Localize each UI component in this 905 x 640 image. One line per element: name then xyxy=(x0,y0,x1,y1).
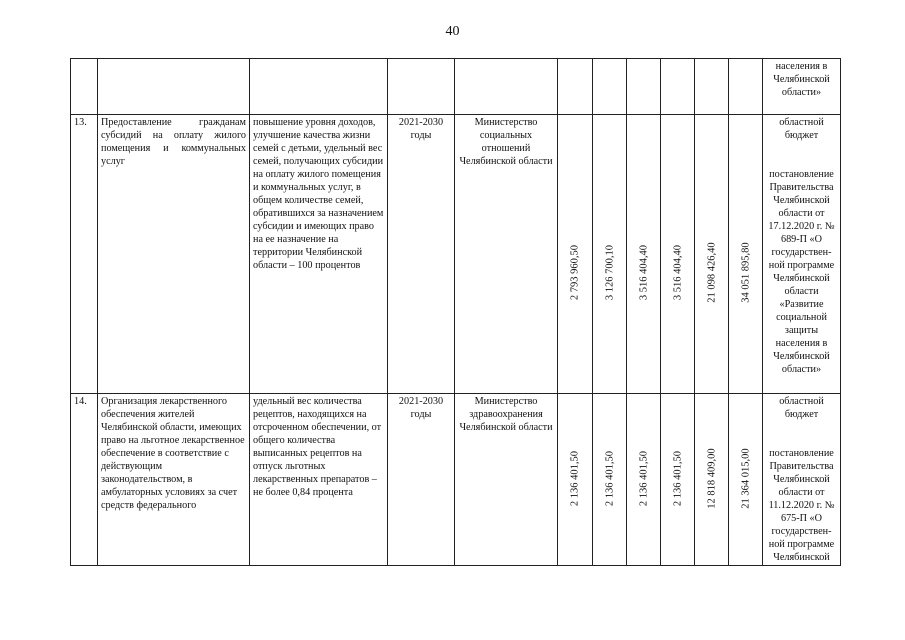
cell-period: 2021-2030 годы xyxy=(388,115,455,394)
value-text: 3 516 404,40 xyxy=(638,244,649,301)
cell-empty xyxy=(250,59,388,115)
cell-empty xyxy=(98,59,250,115)
table-row xyxy=(71,115,841,394)
value-text: 2 136 401,50 xyxy=(672,450,683,507)
value-text: 34 051 895,80 xyxy=(740,242,751,303)
cell-source-continuation: населения в Челябинской области» xyxy=(763,59,841,115)
cell-period: 2021-2030 годы xyxy=(388,394,455,566)
cell-empty xyxy=(729,59,763,115)
cell-funding-source xyxy=(763,394,841,566)
program-table xyxy=(70,58,841,566)
cell-empty xyxy=(593,59,627,115)
funding-source-document: постановление Правительства Челябинской области от 11.12.2020 г. № 675-П «О государствен-ной программе Челябинской xyxy=(768,448,835,563)
value-text: 3 516 404,40 xyxy=(672,244,683,301)
cell-value xyxy=(593,115,627,394)
cell-indicator: удельный вес количества рецептов, находящихся на отсроченном обеспечении, от общего количества выписанных рецептов на отпуск льготных лекарственных препаратов – не более 0,84 процента xyxy=(250,394,388,566)
cell-value xyxy=(729,115,763,394)
cell-funding-source xyxy=(763,115,841,394)
value-text: 2 136 401,50 xyxy=(604,450,615,507)
cell-empty xyxy=(388,59,455,115)
value-text: 21 364 015,00 xyxy=(740,448,751,509)
cell-value xyxy=(627,115,661,394)
cell-measure-name: Предоставление гражданам субсидий на оплату жилого помещения и коммунальных услуг xyxy=(98,115,250,394)
cell-value xyxy=(593,394,627,566)
funding-source-type: областной бюджет xyxy=(779,117,824,141)
table-row-continuation xyxy=(71,59,841,115)
cell-executor: Министерство здравоохранения Челябинской области xyxy=(455,394,558,566)
cell-value xyxy=(661,115,695,394)
cell-value xyxy=(558,394,593,566)
cell-value xyxy=(627,394,661,566)
value-text: 2 136 401,50 xyxy=(569,450,581,507)
cell-indicator: повышение уровня доходов, улучшение качества жизни семей с детьми, удельный вес семей, получающих субсидии на оплату жилого помещения и коммунальных услуг, в общем количестве семей, обратившихся за назначением субсидии и имеющих право на ее назначение на территории Челябинской области – 100 процентов xyxy=(250,115,388,394)
cell-empty xyxy=(695,59,729,115)
cell-empty xyxy=(627,59,661,115)
value-text: 2 793 960,50 xyxy=(569,244,581,301)
cell-value xyxy=(558,115,593,394)
cell-empty xyxy=(558,59,593,115)
cell-row-number: 14. xyxy=(71,394,98,566)
cell-value xyxy=(661,394,695,566)
value-text: 12 818 409,00 xyxy=(706,448,717,509)
funding-source-type: областной бюджет xyxy=(779,396,824,420)
cell-empty xyxy=(661,59,695,115)
cell-empty xyxy=(71,59,98,115)
value-text: 21 098 426,40 xyxy=(706,242,717,303)
table-row xyxy=(71,394,841,566)
cell-value xyxy=(729,394,763,566)
funding-source-document: постановление Правительства Челябинской области от 17.12.2020 г. № 689-П «О государствен-ной программе Челябинской области «Развитие социальной защиты населения в Челябинской области» xyxy=(768,169,835,375)
cell-value xyxy=(695,115,729,394)
value-text: 2 136 401,50 xyxy=(638,450,649,507)
page-number: 40 xyxy=(445,24,460,39)
cell-value xyxy=(695,394,729,566)
cell-executor: Министерство социальных отношений Челябинской области xyxy=(455,115,558,394)
cell-measure-name: Организация лекарственного обеспечения жителей Челябинской области, имеющих право на льготное лекарственное обеспечение в соответствие с действующим законодательством, в амбулаторных условиях за счет средств федерального xyxy=(98,394,250,566)
cell-empty xyxy=(455,59,558,115)
cell-row-number: 13. xyxy=(71,115,98,394)
value-text: 3 126 700,10 xyxy=(604,244,615,301)
